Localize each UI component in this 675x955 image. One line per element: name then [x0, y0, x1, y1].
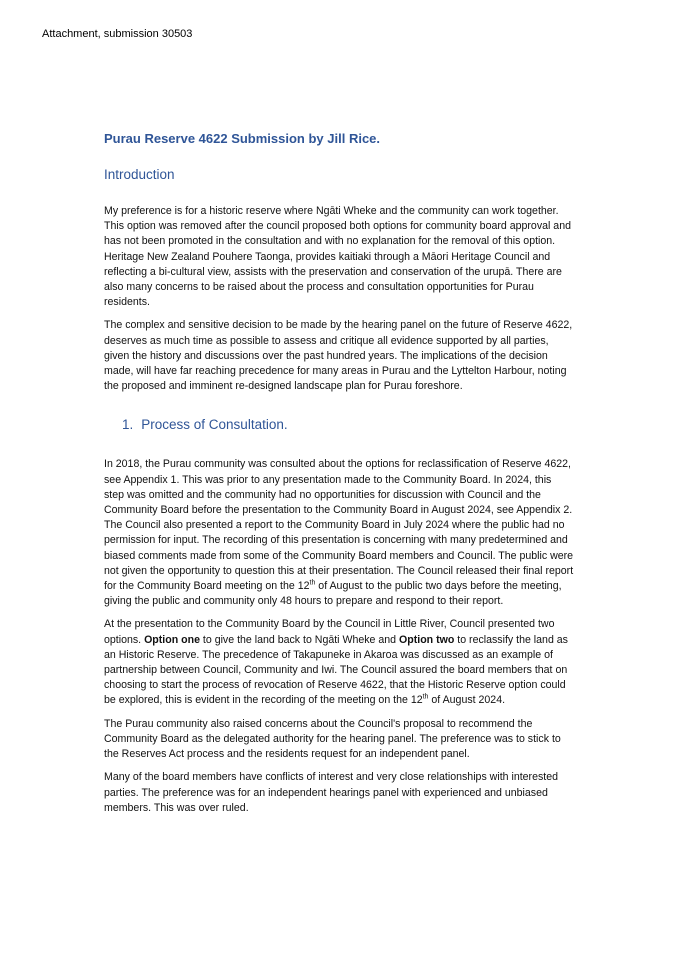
- process-paragraph-2: [104, 617, 574, 708]
- introduction-heading: Introduction: [104, 167, 175, 182]
- document-title: Purau Reserve 4622 Submission by Jill Rice.: [104, 131, 381, 146]
- process-heading: [104, 416, 574, 434]
- process-p1-text-a: In 2018, the Purau community was consulted about the options for reclassification of Reserve 4622, see Appendix 1. This was prior to any presentation made to the Community Board. In 2024, this step was omitted and the community had no opportunities for discussion with Council and the Community Board before the presentation to the Community Board in August 2024, see Appendix 2. The Council also presented a report to the Community Board in July 2024 where the public had no permission for input. The recording of this presentation is concerning with many predetermined and biased comments made from some of the Community Board members and Council. The public were not given the opportunity to question this at their presentation. The Council released their final report for the Community Board meeting on the 12: [104, 458, 574, 593]
- process-paragraph-4: Many of the board members have conflicts of interest and very close relationships with interested parties. The preference was for an independent hearings panel with experienced and unbiased members. This was over ruled.: [104, 771, 558, 814]
- document-body: [104, 126, 574, 816]
- option-one-label: Option one: [144, 633, 200, 646]
- process-p2-superscript: th: [422, 693, 429, 701]
- attachment-label: Attachment, submission 30503: [42, 28, 193, 40]
- intro-paragraph-1: My preference is for a historic reserve where Ngāti Wheke and the community can work together. This option was removed after the council proposed both options for community board approval and has not been promoted in the consultation and with no explanation for the removal of this option. Heritage New Zealand Pouhere Taonga, provides kaitiaki through a Māori Heritage Council and reflecting a bi-cultural view, assists with the preservation and conservation of the urupā. There are also many concerns to be raised about the process and consultation opportunities for Purau residents.: [104, 205, 571, 309]
- process-paragraph-3: The Purau community also raised concerns about the Council's proposal to recommend the Community Board as the delegated authority for the hearing panel. The preference was to stick to the Reserves Act process and the residents request for an independent panel.: [104, 717, 561, 761]
- process-p2-text-d: of August 2024.: [428, 694, 506, 707]
- process-heading-text: Process of Consultation.: [141, 417, 288, 433]
- process-p2-text-c: to reclassify the land as an Historic Reserve. The precedence of Takapuneke in Akaroa was discussed as an example of partnership between Council, Community and Iwi. The Council assured the board members that on choosing to start the process of revocation of Reserve 4622, that the Historic Reserve option could be explored, this is evident in the recording of the meeting on the 12: [104, 633, 568, 707]
- process-p1-superscript: th: [309, 579, 316, 587]
- process-heading-number: 1.: [122, 417, 134, 433]
- process-p2-text-b: to give the land back to Ngāti Wheke and: [199, 633, 400, 646]
- process-p2-text-a: At the presentation to the Community Board by the Council in Little River, Council presented two options.: [104, 618, 555, 646]
- intro-paragraph-2: The complex and sensitive decision to be made by the hearing panel on the future of Reserve 4622, deserves as much time as possible to assess and critique all evidence supported by all parties, given the history and discussions over the past hundred years. The implications of the decision made, will have far reaching precedence for many areas in Purau and the Lyttelton Harbour, noting the proposed and imminent re-designed landscape plan for Purau foreshore.: [104, 319, 573, 393]
- option-two-label: Option two: [399, 633, 455, 646]
- process-p1-text-b: of August to the public two days before the meeting, giving the public and community only 48 hours to prepare and respond to their report.: [104, 580, 562, 608]
- process-paragraph-1: [104, 457, 574, 609]
